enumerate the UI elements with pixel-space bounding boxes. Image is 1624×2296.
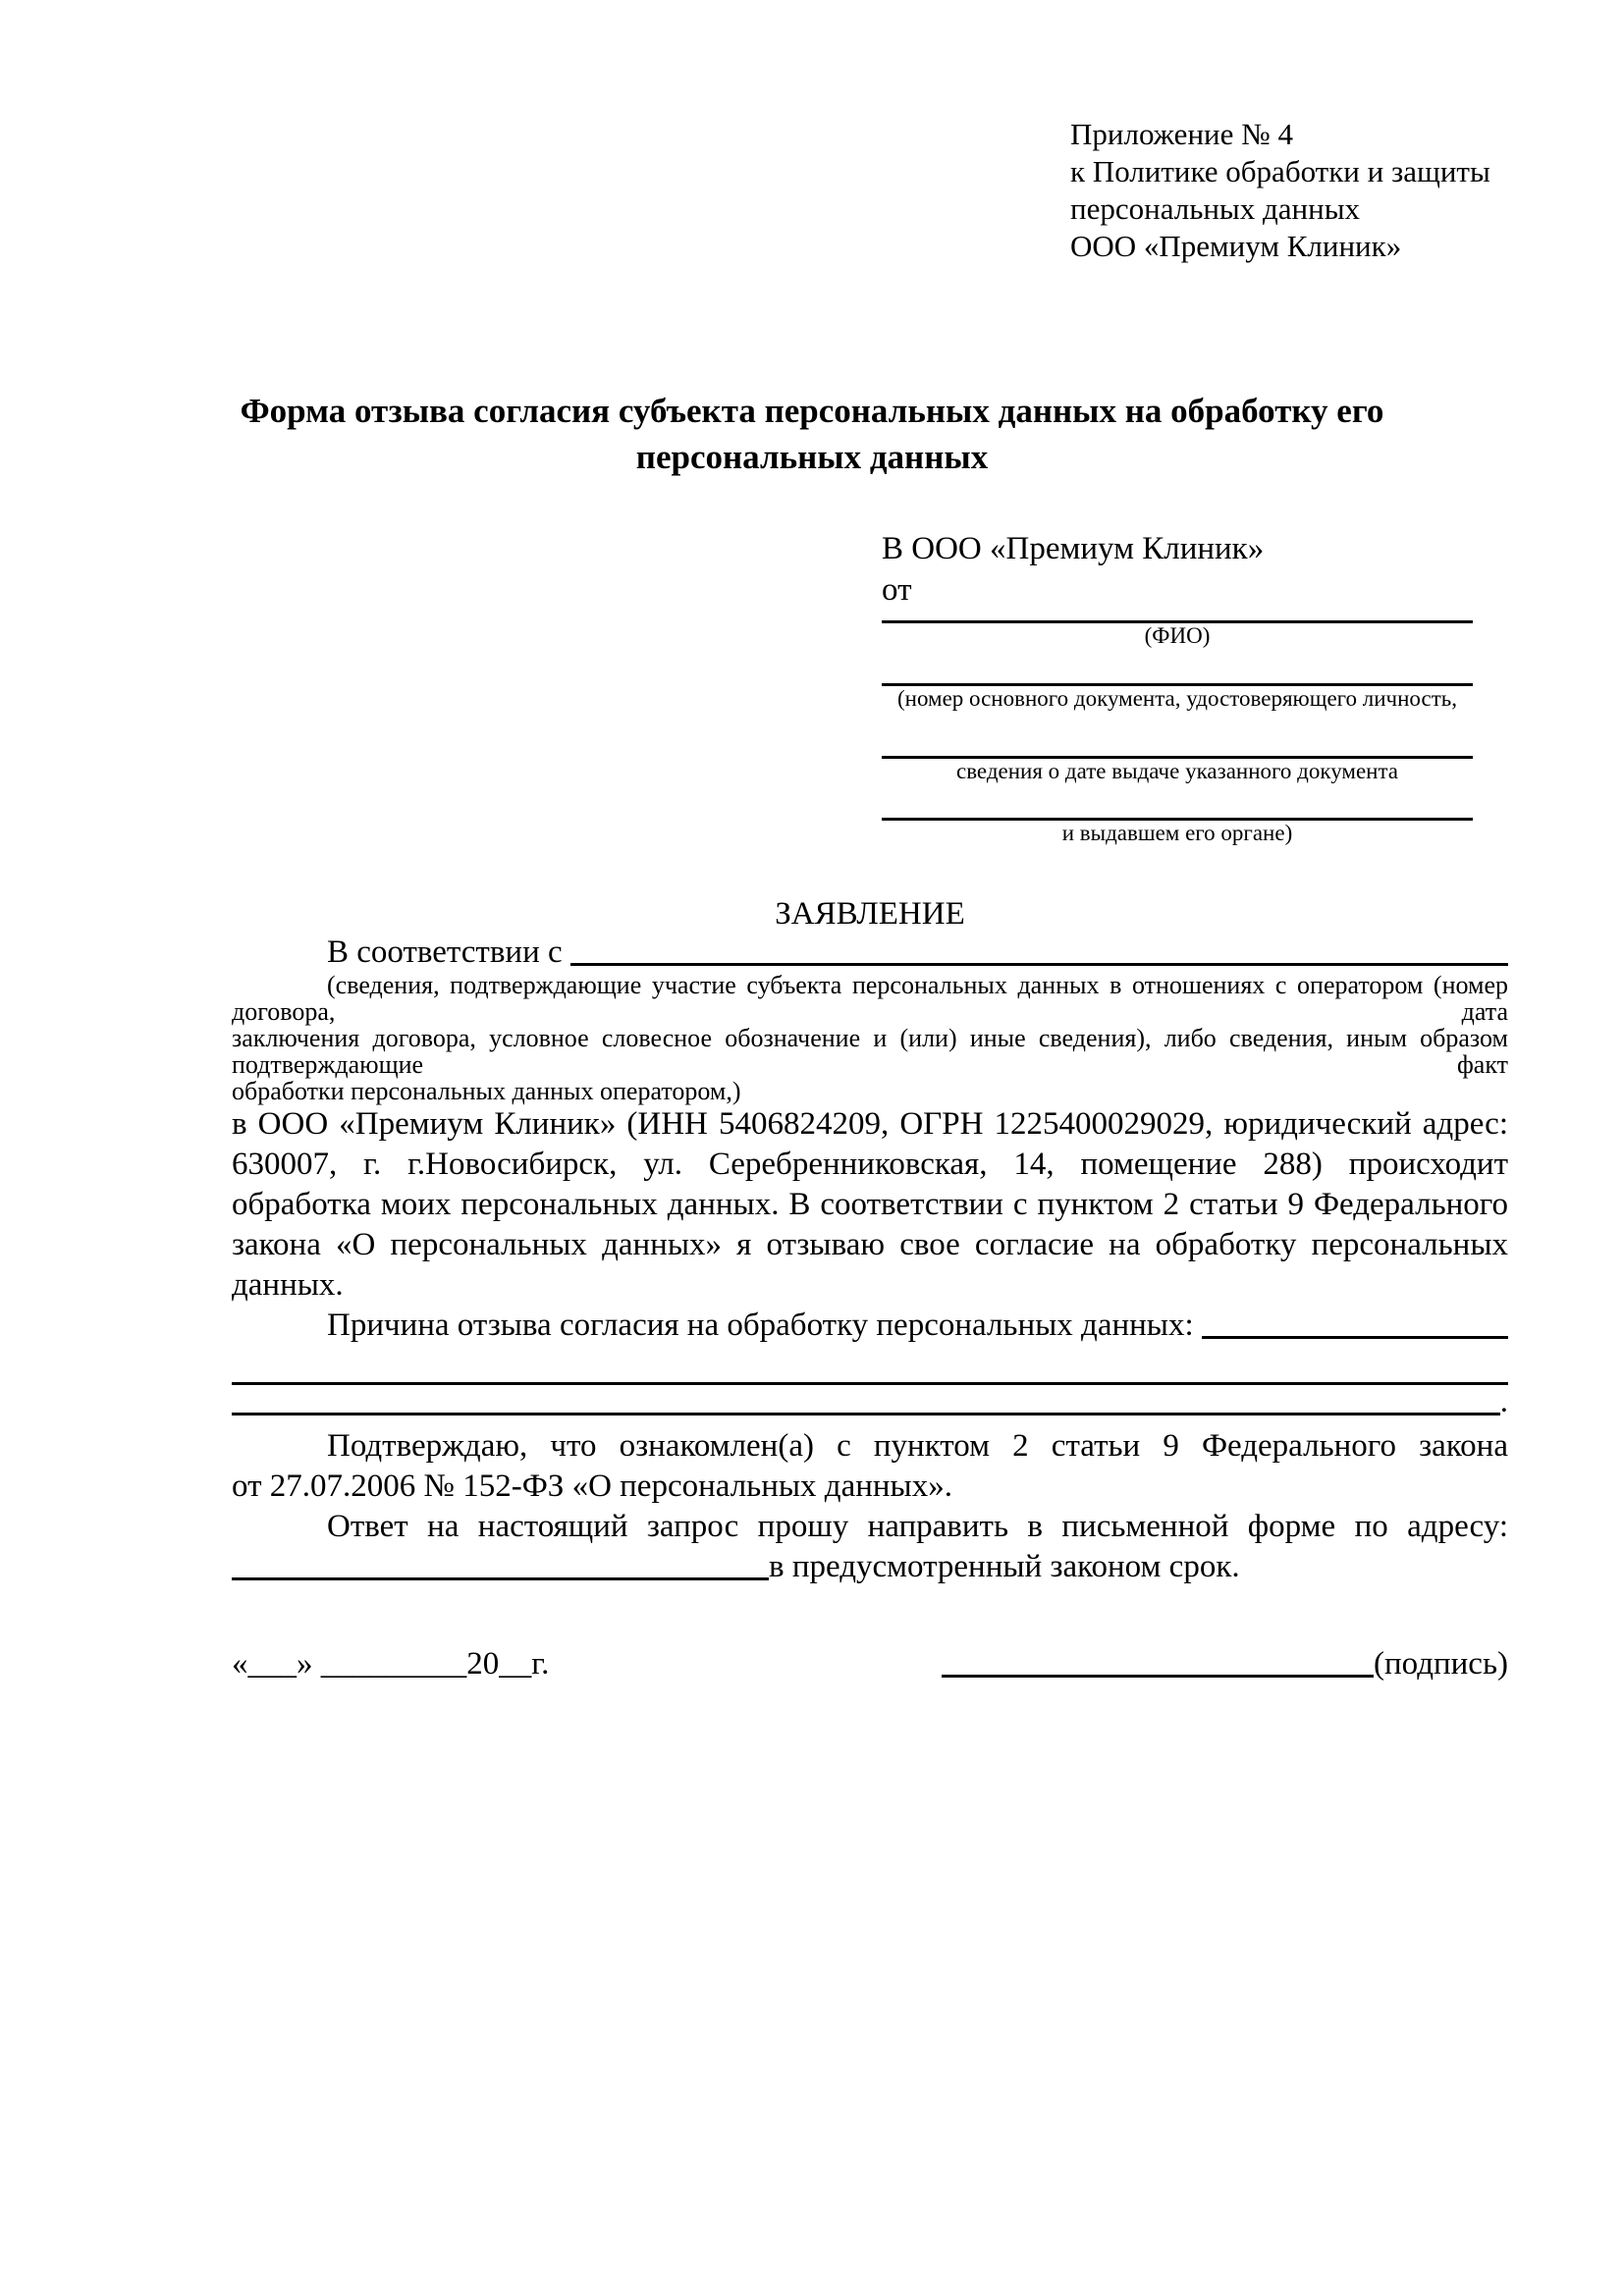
reply-address-fill-line	[232, 1577, 769, 1580]
statement-body-line: 630007, г. г.Новосибирск, ул. Серебренниковская, 14, помещение 288) происходит	[232, 1147, 1508, 1182]
header-line: персональных данных	[1070, 191, 1361, 226]
confirmation-line: Подтверждаю, что ознакомлен(а) с пунктом 2 статьи 9 Федерального закона	[327, 1428, 1508, 1464]
signature-caption: (подпись)	[1374, 1646, 1508, 1682]
addressee-from-label: от	[882, 572, 912, 608]
reason-terminator: .	[1499, 1384, 1508, 1419]
basis-row	[232, 933, 1508, 972]
statement-body-line: закона «О персональных данных» я отзываю свое согласие на обработку персональных	[232, 1227, 1508, 1262]
header-line: ООО «Премиум Клиник»	[1070, 229, 1402, 263]
header-line: к Политике обработки и защиты	[1070, 154, 1490, 188]
addressee-to: В ООО «Премиум Клиник»	[882, 531, 1265, 566]
signature-row	[232, 1644, 1508, 1684]
signature-fill-line	[942, 1675, 1374, 1678]
statement-body-line: в ООО «Премиум Клиник» (ИНН 5406824209, ОГРН 1225400029029, юридический адрес:	[232, 1106, 1508, 1142]
issue-date-caption: сведения о дате выдаче указанного документа	[955, 759, 1399, 783]
statement-heading: ЗАЯВЛЕНИЕ	[775, 896, 965, 932]
statement-section	[232, 895, 1508, 1684]
reason-prefix: Причина отзыва согласия на обработку персональных данных:	[327, 1308, 1194, 1343]
fio-caption: (ФИО)	[1144, 623, 1211, 648]
basis-note	[232, 972, 1508, 1104]
basis-prefix: В соответствии с	[327, 934, 563, 970]
reason-fill-line	[1202, 1336, 1508, 1339]
addressee-block	[882, 528, 1473, 846]
reason-fill-row-3	[232, 1385, 1508, 1418]
document-number-caption: (номер основного документа, удостоверяющего личность,	[896, 686, 1457, 711]
basis-note-line: обработки персональных данных оператором,)	[232, 1077, 741, 1105]
issuing-authority-caption: и выдавшем его органе)	[1061, 821, 1293, 845]
basis-note-line: (сведения, подтверждающие участие субъекта персональных данных в отношениях с оператором (номер договора, дата	[232, 971, 1508, 1026]
basis-fill-line	[570, 963, 1508, 966]
statement-body-line: обработка моих персональных данных. В соответствии с пунктом 2 статьи 9 Федерального	[232, 1187, 1508, 1222]
date-placeholder: «___» _________20__г.	[232, 1646, 550, 1682]
statement-body-line: данных.	[232, 1267, 344, 1303]
statement-body	[232, 1104, 1508, 1306]
reply-request-line: Ответ на настоящий запрос прошу направить в письменной форме по адресу:	[327, 1509, 1508, 1544]
header-line: Приложение № 4	[1070, 117, 1293, 151]
confirmation-line: от 27.07.2006 № 152-ФЗ «О персональных данных».	[232, 1468, 952, 1504]
reason-row	[232, 1306, 1508, 1346]
reason-fill-line-3	[232, 1413, 1500, 1415]
document-title: Форма отзыва согласия субъекта персональных данных на обработку его персональных данных	[240, 392, 1384, 476]
reply-suffix: в предусмотренный законом срок.	[769, 1549, 1240, 1584]
basis-note-line: заключения договора, условное словесное обозначение и (или) иные сведения), либо сведения, иным образом подтверждающие факт	[232, 1024, 1508, 1079]
reply-address-row	[232, 1547, 1508, 1587]
header-right-block	[1070, 116, 1490, 265]
confirmation-paragraph	[232, 1426, 1508, 1507]
